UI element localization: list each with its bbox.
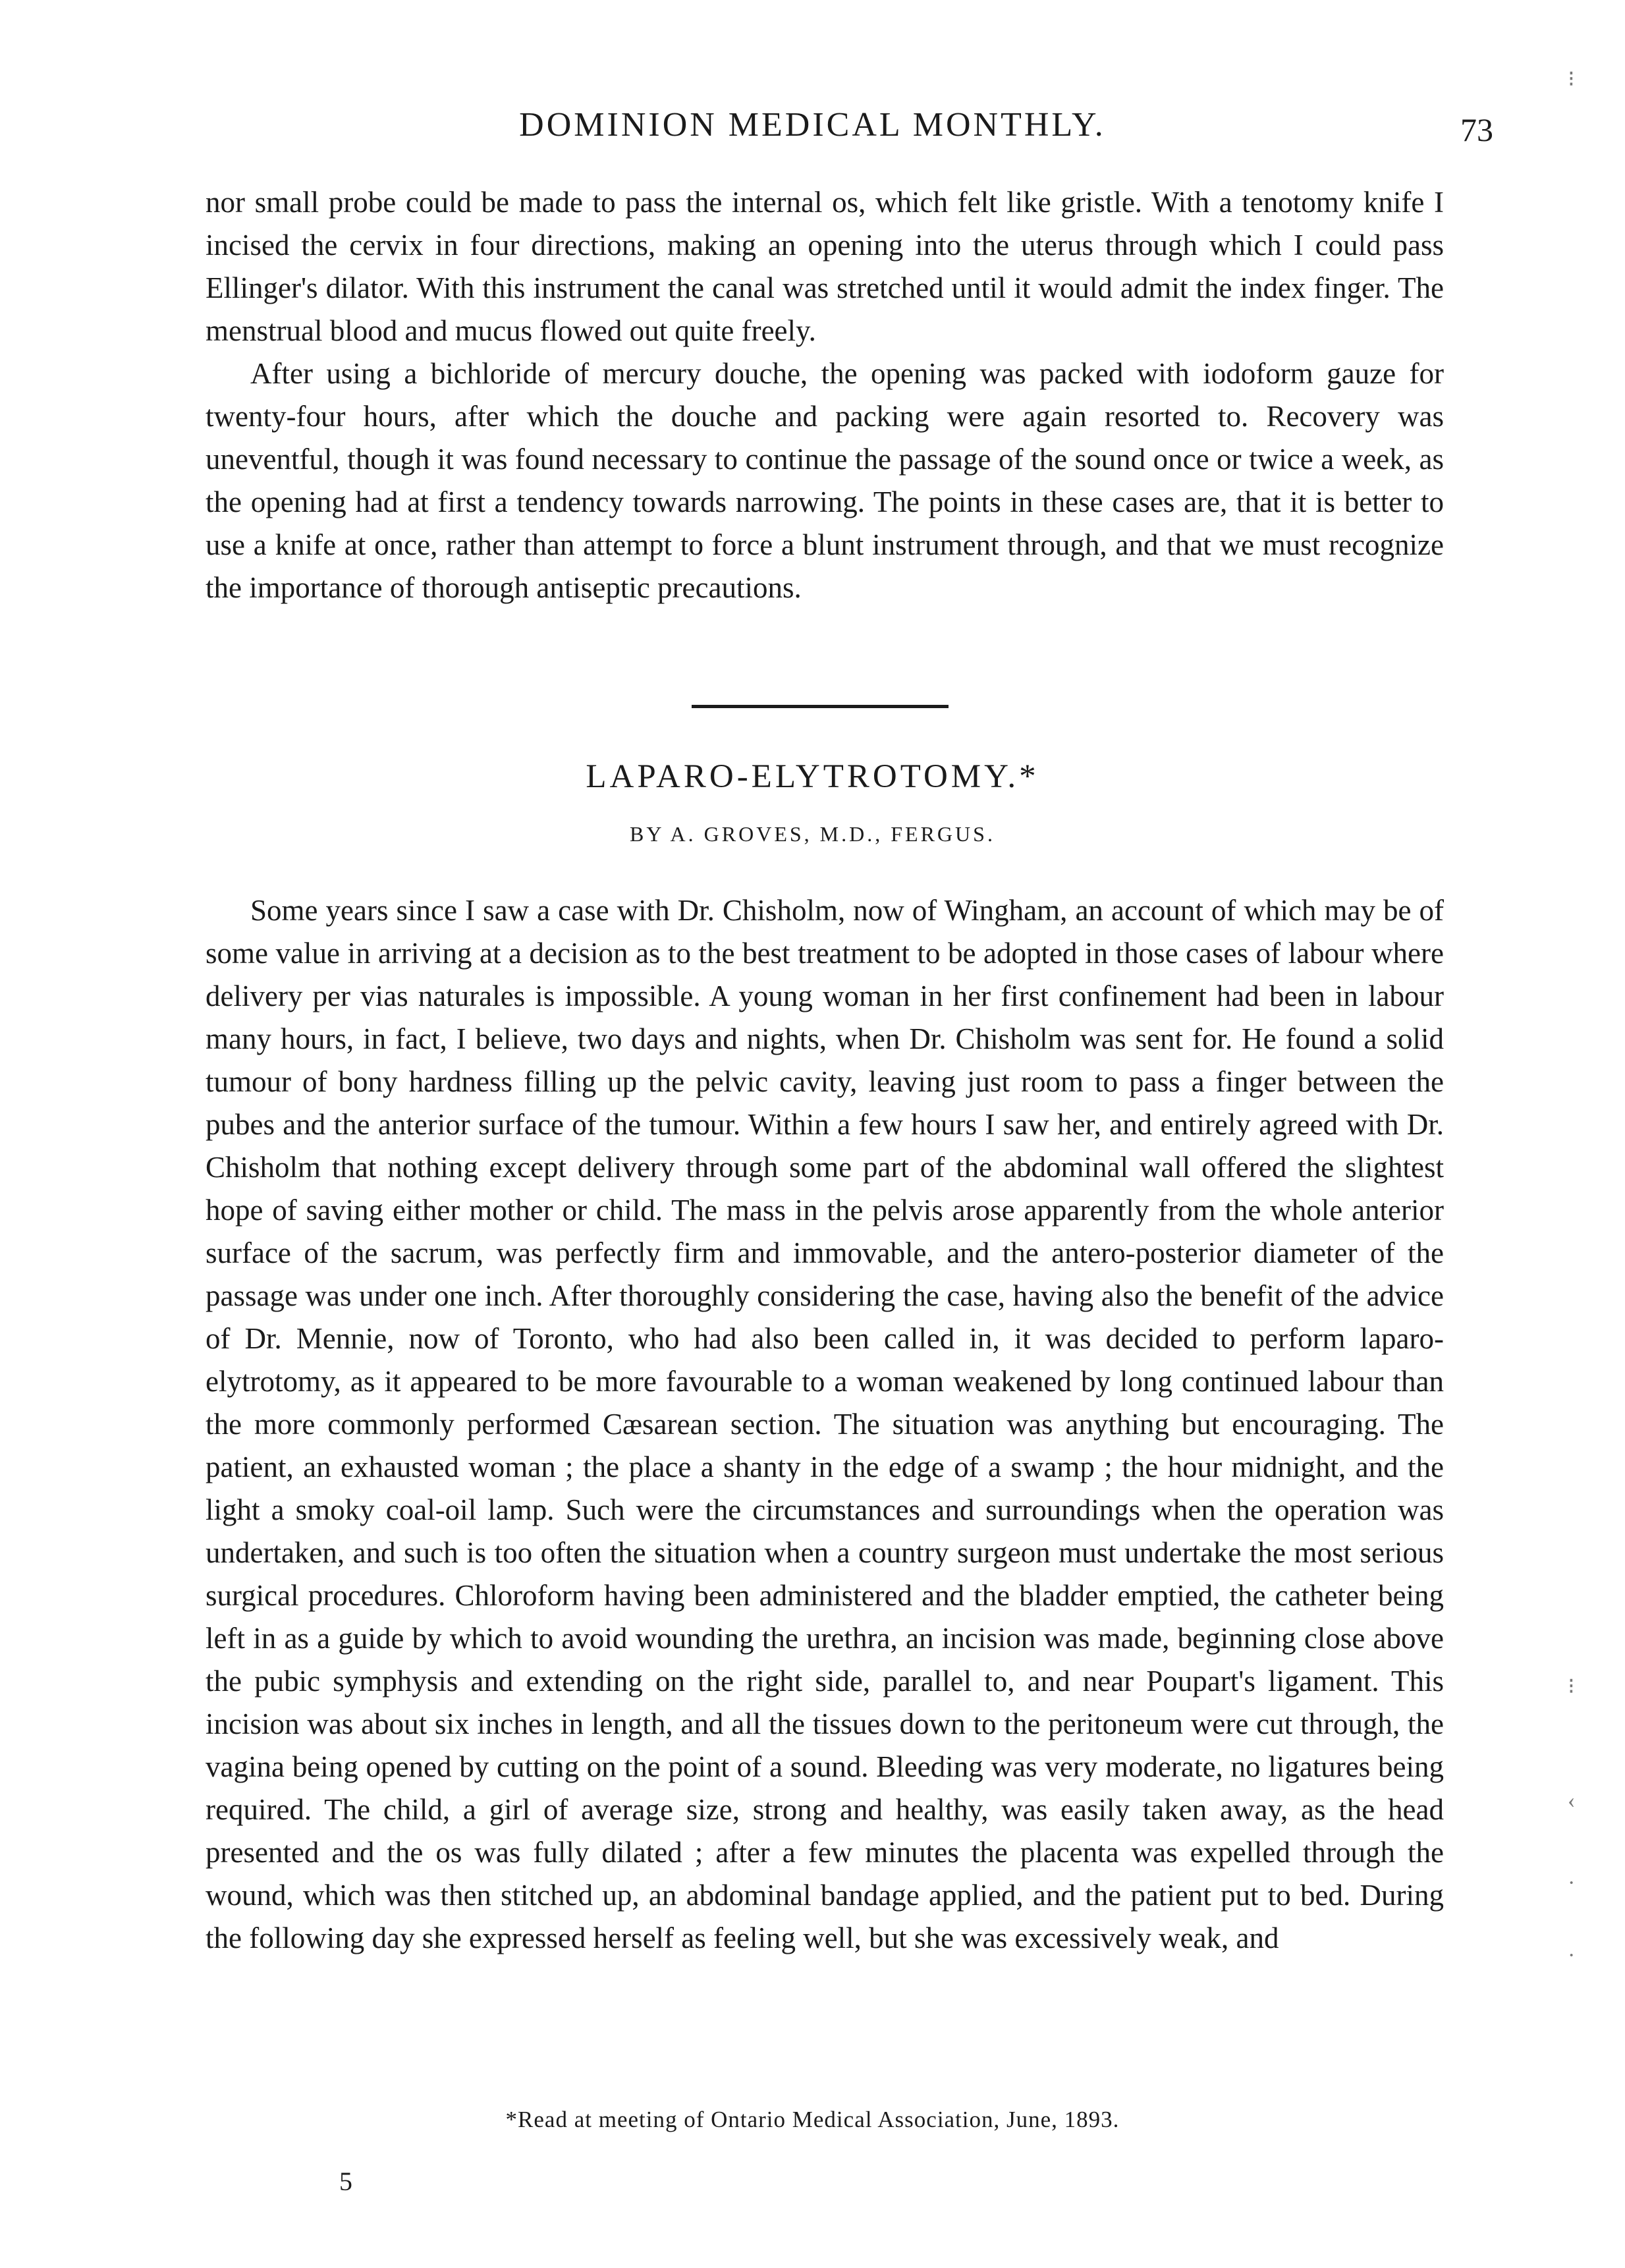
footnote: *Read at meeting of Ontario Medical Association, June, 1893. bbox=[505, 2107, 1120, 2132]
article-body bbox=[206, 889, 1444, 1960]
article-title: LAPARO-ELYTROTOMY.* bbox=[586, 758, 1039, 795]
continued-text bbox=[206, 181, 1444, 609]
continued-paragraph-2: After using a bichloride of mercury douche, the opening was packed with iodoform gauze for twenty-four hours, after which the douche and packing were again resorted to. Recovery was uneventful, though it was found necessary to continue the passage of the sound once or twice a week, as the opening had at first a tendency towards narrowing. The points in these cases are, that it is better to use a knife at once, rather than attempt to force a blunt instrument through, and that we must recognize the importance of thorough antiseptic precautions. bbox=[206, 357, 1444, 604]
scan-speck: ‹ bbox=[1568, 1788, 1576, 1813]
scan-speck: ⁝ bbox=[1568, 67, 1575, 92]
continued-paragraph-1: nor small probe could be made to pass the internal os, which felt like gristle. With a tenotomy knife I incised the cervix in four directions, making an opening into the uterus through which I could pass Ellinger's dilator. With this instrument the canal was stretched until it would admit the index finger. The menstrual blood and mucus flowed out quite freely. bbox=[206, 186, 1444, 347]
running-title: DOMINION MEDICAL MONTHLY. bbox=[519, 106, 1106, 144]
scan-speck: · bbox=[1568, 1871, 1576, 1895]
page-number: 73 bbox=[1460, 111, 1493, 148]
running-head bbox=[198, 105, 1493, 158]
scan-speck: · bbox=[1568, 1943, 1576, 1968]
margin-scan-marks bbox=[1568, 53, 1607, 2095]
article-byline: BY A. GROVES, M.D., FERGUS. bbox=[630, 822, 995, 846]
article-paragraph-1: Some years since I saw a case with Dr. Chisholm, now of Wingham, an account of which may be of some value in arriving at a decision as to the best treatment to be adopted in those cases of labour where delivery per vias naturales is impossible. A young woman in her first confinement had been in labour many hours, in fact, I believe, two days and nights, when Dr. Chisholm was sent for. He found a solid tumour of bony hardness filling up the pelvic cavity, leaving just room to pass a finger between the pubes and the anterior surface of the tumour. Within a few hours I saw her, and entirely agreed with Dr. Chisholm that nothing except delivery through some part of the abdominal wall offered the slightest hope of saving either mother or child. The mass in the pelvis arose apparently from the whole anterior surface of the sacrum, was perfectly firm and immovable, and the antero-posterior diameter of the passage was under one inch. After thoroughly considering the case, having also the benefit of the advice of Dr. Mennie, now of Toronto, who had also been called in, it was decided to perform laparo-elytrotomy, as it appeared to be more favourable to a woman weakened by long continued labour than the more commonly performed Cæsarean section. The situation was anything but encouraging. The patient, an exhausted woman ; the place a shanty in the edge of a swamp ; the hour midnight, and the light a smoky coal-oil lamp. Such were the circumstances and surroundings when the operation was undertaken, and such is too often the situation when a country surgeon must undertake the most serious surgical procedures. Chloroform having been administered and the bladder emptied, the catheter being left in as a guide by which to avoid wounding the urethra, an incision was made, beginning close above the pubic symphysis and extending on the right side, parallel to, and near Poupart's ligament. This incision was about six inches in length, and all the tissues down to the peritoneum were cut through, the vagina being opened by cutting on the point of a sound. Bleeding was very moderate, no ligatures being required. The child, a girl of average size, strong and healthy, was easily taken away, as the head presented and the os was fully dilated ; after a few minutes the placenta was expelled through the wound, which was then stitched up, an abdominal bandage applied, and the patient put to bed. During the following day she expressed herself as feeling well, but she was excessively weak, and bbox=[206, 894, 1444, 1954]
section-divider-rule bbox=[692, 705, 949, 708]
signature-mark: 5 bbox=[339, 2167, 352, 2196]
scan-speck: ⁝ bbox=[1568, 1674, 1575, 1699]
